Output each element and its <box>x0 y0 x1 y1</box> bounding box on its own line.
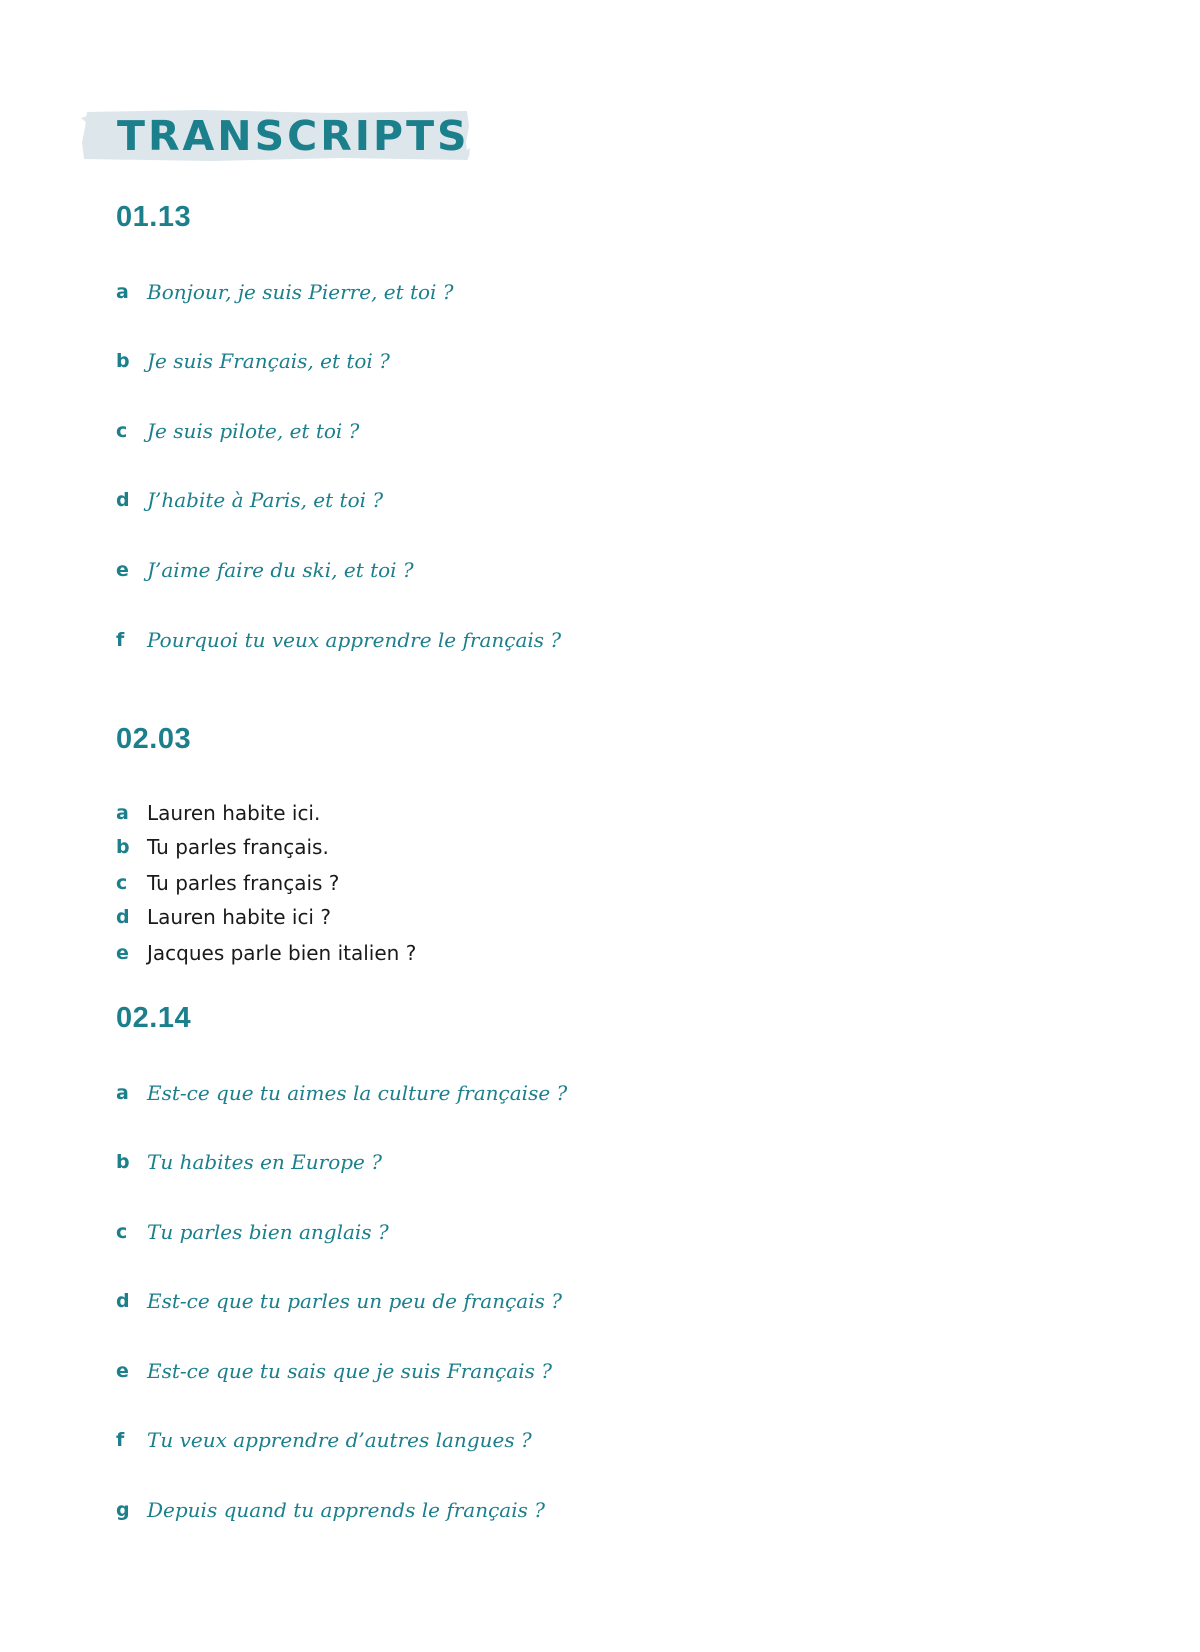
item-letter: g <box>116 1499 130 1521</box>
item-text: Est-ce que tu sais que je suis Français ? <box>147 1359 552 1383</box>
item-text: J’aime faire du ski, et toi ? <box>147 558 414 582</box>
section-heading-02-03: 02.03 <box>116 723 192 755</box>
item-letter: a <box>116 802 129 824</box>
section-heading-02-14: 02.14 <box>116 1002 192 1034</box>
item-letter: b <box>116 1151 130 1173</box>
item-text: Tu habites en Europe ? <box>147 1150 382 1174</box>
item-text: Depuis quand tu apprends le français ? <box>147 1498 545 1522</box>
item-text: Tu parles français. <box>147 835 329 859</box>
item-text: J’habite à Paris, et toi ? <box>147 488 384 512</box>
item-letter: a <box>116 281 129 303</box>
item-letter: c <box>116 420 128 442</box>
item-letter: d <box>116 489 130 511</box>
item-text: Lauren habite ici. <box>147 801 321 825</box>
item-text: Tu parles bien anglais ? <box>147 1220 389 1244</box>
item-text: Tu veux apprendre d’autres langues ? <box>147 1428 532 1452</box>
item-text: Bonjour, je suis Pierre, et toi ? <box>147 280 454 304</box>
item-text: Pourquoi tu veux apprendre le français ? <box>147 628 562 652</box>
item-text: Je suis Français, et toi ? <box>147 349 390 373</box>
item-letter: f <box>116 629 125 651</box>
item-letter: c <box>116 1221 128 1243</box>
item-letter: e <box>116 559 129 581</box>
item-letter: b <box>116 350 130 372</box>
section-heading-01-13: 01.13 <box>116 201 192 233</box>
page-title: TRANSCRIPTS <box>117 112 470 160</box>
item-text: Tu parles français ? <box>147 871 340 895</box>
item-letter: f <box>116 1429 125 1451</box>
item-text: Jacques parle bien italien ? <box>147 941 417 965</box>
item-letter: b <box>116 836 130 858</box>
item-text: Je suis pilote, et toi ? <box>147 419 360 443</box>
item-text: Est-ce que tu parles un peu de français ? <box>147 1289 562 1313</box>
item-letter: e <box>116 1360 129 1382</box>
item-text: Lauren habite ici ? <box>147 905 331 929</box>
item-letter: d <box>116 1290 130 1312</box>
item-letter: a <box>116 1082 129 1104</box>
item-text: Est-ce que tu aimes la culture française ? <box>147 1081 568 1105</box>
item-letter: e <box>116 942 129 964</box>
page-title-block <box>81 108 470 163</box>
item-letter: c <box>116 872 128 894</box>
item-letter: d <box>116 906 130 928</box>
